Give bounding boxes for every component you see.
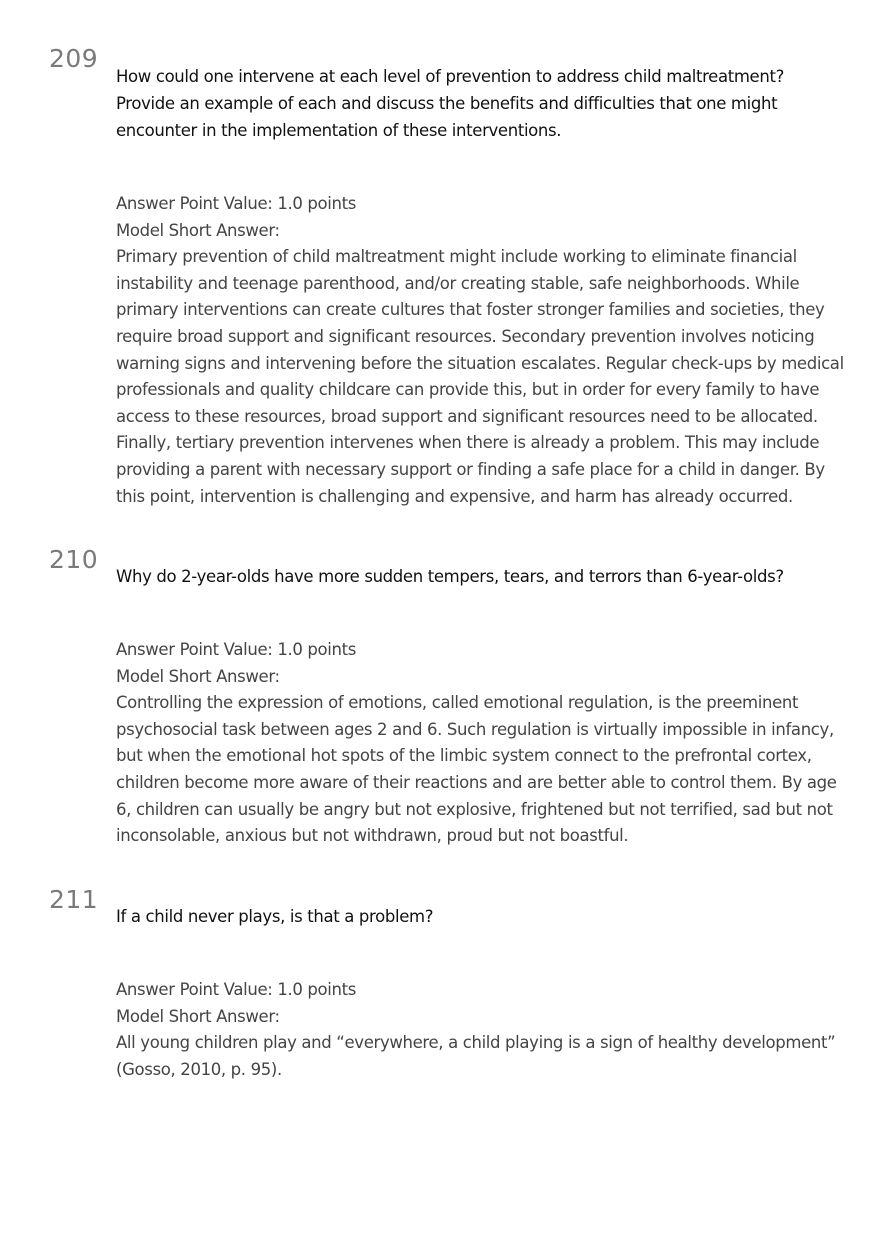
model-answer-label: Model Short Answer:: [116, 220, 280, 240]
model-answer-label: Model Short Answer:: [116, 666, 280, 686]
answer-point-value: Answer Point Value: 1.0 points: [116, 194, 357, 213]
model-answer-text: Primary prevention of child maltreatment might include working to eliminate financial instability and teenage parenthood, and/or creating stable, safe neighborhoods. While primary interventions can create cultures that foster stronger families and societies, they require broad support and significant resources. Secondary prevention involves noticing warning signs and intervening before the situation escalates. Regular check-ups by medical professionals and quality childcare can provide this, but in order for every family to have access to these resources, broad support and significant resources need to be allocated. Finally, tertiary prevention intervenes when there is already a problem. This may include providing a parent with necessary support or finding a safe place for a child in danger. By this point, intervention is challenging and expensive, and harm has already occurred.: [116, 247, 844, 506]
answer-point-value: Answer Point Value: 1.0 points: [116, 980, 357, 999]
model-answer-label: Model Short Answer:: [116, 1006, 280, 1026]
question-text: Why do 2-year-olds have more sudden tempers, tears, and terrors than 6-year-olds?: [116, 567, 784, 586]
question-number: 210: [49, 545, 99, 574]
answer-section: [116, 637, 854, 850]
model-answer-text: Controlling the expression of emotions, called emotional regulation, is the preeminent psychosocial task between ages 2 and 6. Such regulation is virtually impossible in infancy, but when the emotional hot spots of the limbic system connect to the prefrontal cortex, children become more aware of their reactions and are better able to control them. By age 6, children can usually be angry but not explosive, frightened but not terrified, sad but not inconsolable, anxious but not withdrawn, proud but not boastful.: [116, 693, 837, 846]
question-number: 209: [49, 44, 99, 73]
answer-point-value: Answer Point Value: 1.0 points: [116, 640, 357, 659]
question-text: How could one intervene at each level of prevention to address child maltreatment? Provide an example of each and discuss the benefits and difficulties that one might encounter in the implementation of these interventions.: [116, 67, 784, 140]
model-answer-text: All young children play and “everywhere, a child playing is a sign of healthy development” (Gosso, 2010, p. 95).: [116, 1033, 836, 1079]
answer-section: [116, 977, 854, 1083]
answer-section: [116, 191, 854, 510]
question-number: 211: [49, 885, 99, 914]
question-text: If a child never plays, is that a problem?: [116, 907, 434, 926]
